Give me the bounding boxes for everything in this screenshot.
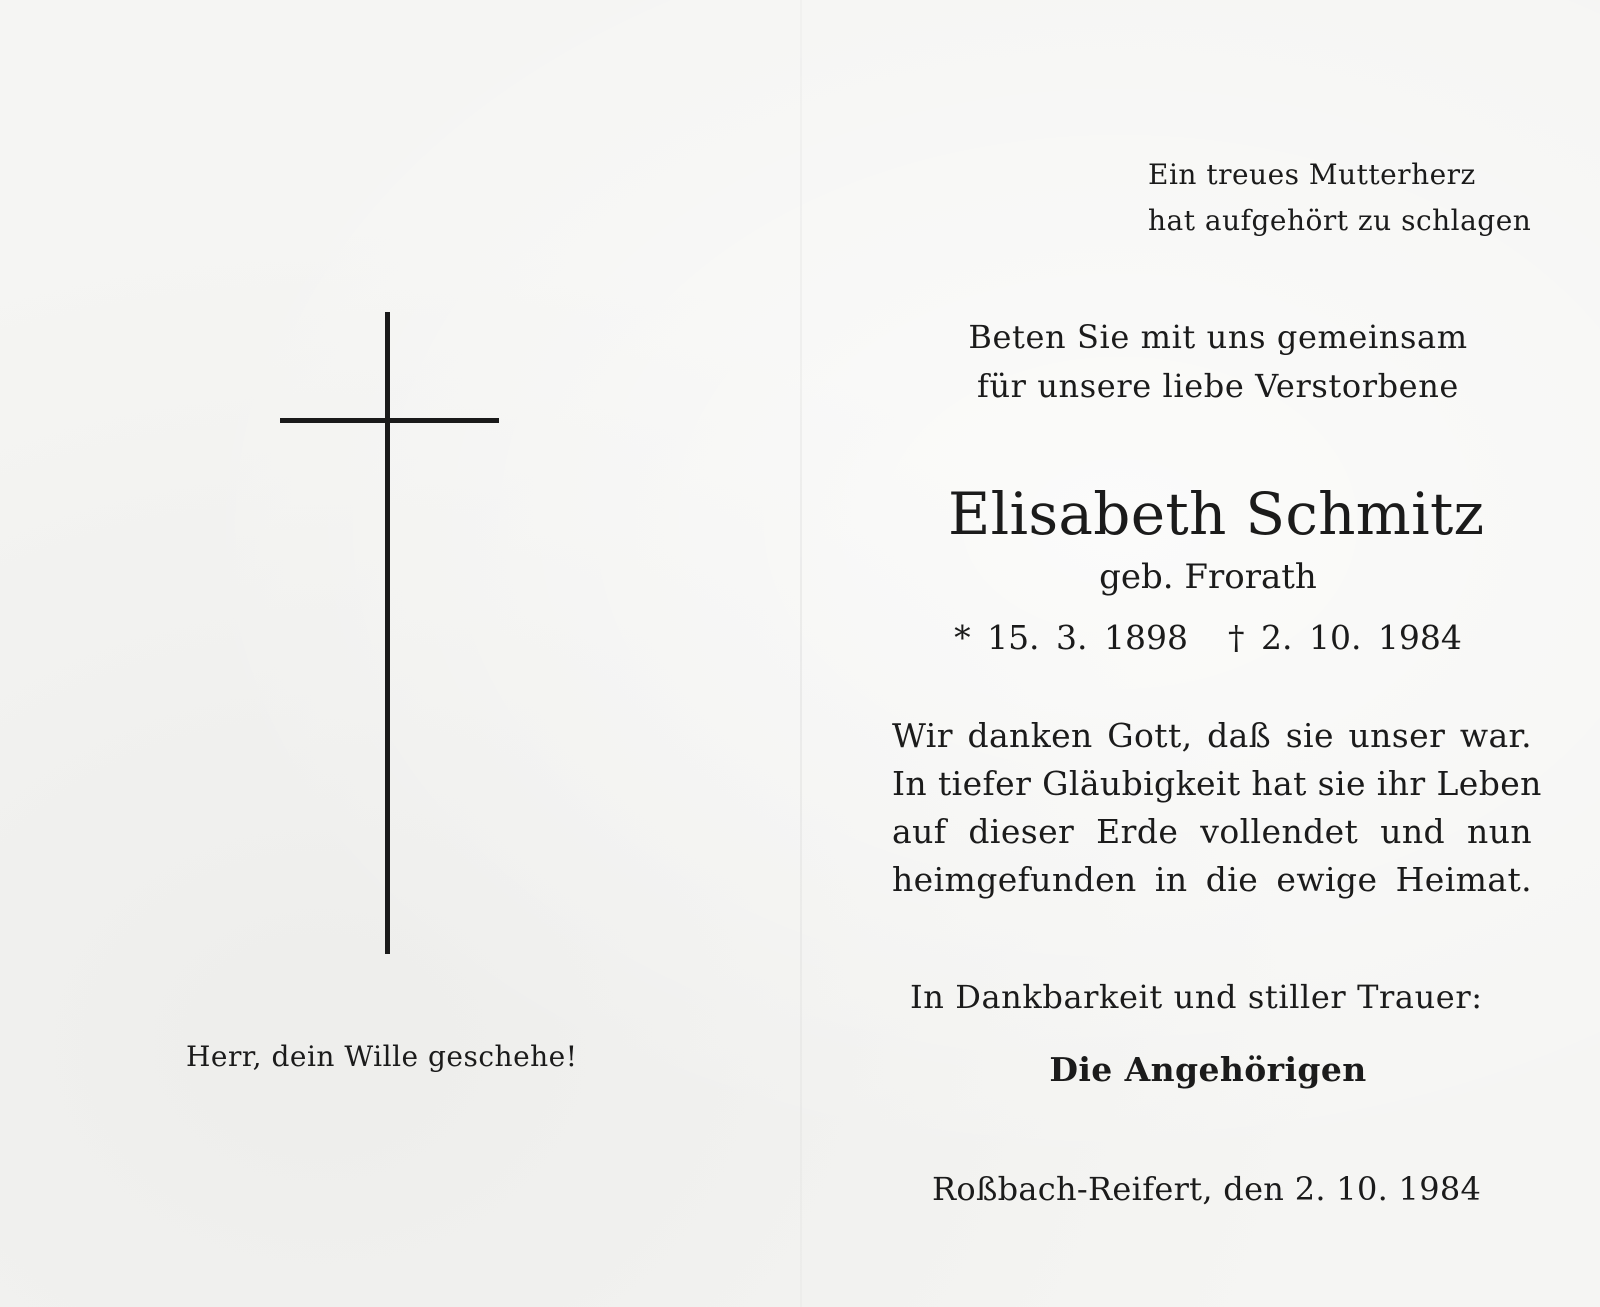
prayer-request-line: für unsere liebe Verstorbene	[977, 367, 1459, 405]
motto-line: hat aufgehört zu schlagen	[1148, 204, 1532, 237]
thanks-line: In Dankbarkeit und stiller Trauer:	[910, 978, 1483, 1016]
memorial-text	[892, 712, 1542, 904]
family-signature: Die Angehörigen	[1049, 1050, 1367, 1089]
memorial-text-line: auf dieser Erde vollendet und nun	[892, 812, 1532, 851]
cross-horizontal-bar	[280, 418, 499, 423]
cross-vertical-bar	[385, 312, 390, 954]
death-date: † 2. 10. 1984	[1228, 618, 1462, 657]
motto	[1148, 152, 1531, 244]
place-and-date: Roßbach-Reifert, den 2. 10. 1984	[932, 1170, 1482, 1208]
motto-line: Ein treues Mutterherz	[1148, 158, 1476, 191]
memorial-text-line: Wir danken Gott, daß sie unser war.	[892, 716, 1532, 755]
maiden-name: geb. Frorath	[1099, 557, 1317, 597]
deceased-name: Elisabeth Schmitz	[948, 480, 1485, 548]
prayer-request	[958, 313, 1478, 411]
memorial-text-line: In tiefer Gläubigkeit hat sie ihr Leben	[892, 764, 1542, 803]
prayer-line: Herr, dein Wille geschehe!	[186, 1040, 578, 1073]
life-dates	[948, 618, 1468, 657]
birth-date: * 15. 3. 1898	[954, 618, 1188, 657]
card-fold	[800, 0, 802, 1307]
memorial-text-line: heimgefunden in die ewige Heimat.	[892, 860, 1532, 899]
prayer-request-line: Beten Sie mit uns gemeinsam	[968, 318, 1468, 356]
